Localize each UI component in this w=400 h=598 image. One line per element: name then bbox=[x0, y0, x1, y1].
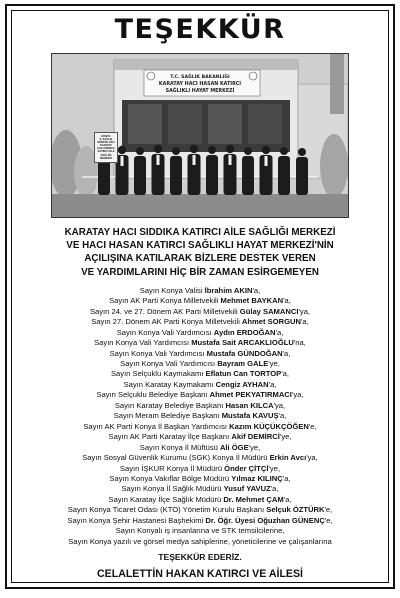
notice-title: TEŞEKKÜR bbox=[114, 14, 286, 45]
thank-you-notice bbox=[5, 4, 395, 589]
recipient-name: Önder ÇİTÇİ bbox=[224, 463, 269, 473]
recipient-line bbox=[7, 349, 393, 359]
recipient-name: Mustafa GÜNDOĞAN bbox=[206, 348, 283, 358]
recipient-suffix: 'a, bbox=[282, 348, 291, 358]
recipient-name: Ali ÖGE bbox=[219, 442, 249, 452]
recipient-line bbox=[7, 495, 393, 505]
recipient-line bbox=[7, 443, 393, 453]
recipient-name: Dr. Öğr. Üyesi Oğuzhan GÜNENÇ bbox=[205, 515, 325, 525]
recipient-line bbox=[7, 411, 393, 421]
recipient-name: Erkin Avcı bbox=[269, 453, 307, 463]
recipient-title: Sayın Sosyal Güvenlik Kurumu (SGK) Konya İl Müdürü bbox=[82, 453, 270, 463]
recipient-line bbox=[7, 286, 393, 296]
recipient-name: Bayram GALE bbox=[217, 358, 269, 368]
headline-line: KARATAY HACI SIDDIKA KATIRCI AİLE SAĞLIĞI MERKEZİ bbox=[64, 227, 336, 238]
recipient-suffix: 'a, bbox=[252, 285, 261, 295]
recipient-suffix: 'ya, bbox=[291, 390, 304, 400]
recipient-suffix: 'a, bbox=[283, 494, 292, 504]
side-sign-line: KONYA bbox=[101, 135, 111, 138]
recipient-suffix: 'ya, bbox=[306, 453, 318, 463]
headline-line: VE YARDIMLARINI HİÇ BİR ZAMAN ESİRGEMEYEN bbox=[81, 266, 319, 278]
recipient-line bbox=[7, 537, 393, 547]
recipient-title: Sayın Konya Vali Yardımcısı bbox=[120, 358, 218, 368]
recipient-title: Sayın Konyalı iş insanlarına ve STK temsilcilerine, bbox=[115, 526, 285, 536]
recipient-name: Mustafa KAVUŞ bbox=[221, 411, 279, 421]
recipient-line bbox=[7, 453, 393, 463]
recipient-line bbox=[7, 526, 393, 536]
recipient-title: Sayın Karatay İlçe Sağlık Müdürü bbox=[108, 494, 224, 504]
recipient-suffix: 'a, bbox=[275, 327, 284, 337]
closing-line: TEŞEKKÜR EDERİZ. bbox=[158, 552, 242, 563]
recipient-suffix: 'ya, bbox=[298, 306, 311, 316]
recipient-name: Ahmet PEKYATIRMACI bbox=[209, 390, 292, 400]
recipient-name: Eflatun Can TORTOP bbox=[205, 369, 282, 379]
recipient-suffix: 'a, bbox=[283, 296, 291, 306]
headline-line: VE HACI HASAN KATIRCI SAĞLIKLI HAYAT MERKEZİ'NİN bbox=[66, 240, 334, 252]
recipient-title: Sayın Konya Vali Yardımcısı bbox=[94, 338, 192, 348]
recipient-name: Ahmet SORGUN bbox=[241, 317, 301, 327]
recipient-name: Mustafa Sait ARCAKLIOĞLU bbox=[191, 338, 294, 348]
recipient-title: Sayın Konya Vali Yardımcısı bbox=[109, 348, 207, 358]
recipient-name: Kazım KÜÇÜKÇÖĞEN bbox=[229, 421, 309, 431]
side-sign-line: KARATAY bbox=[99, 144, 113, 148]
signature: CELALETTİN HAKAN KATIRCI VE AİLESİ bbox=[97, 568, 303, 581]
recipient-line bbox=[7, 317, 393, 327]
recipient-title: Sayın Selçuklu Kaymakamı bbox=[110, 369, 206, 379]
recipient-name: Dr. Mehmet ÇAM bbox=[223, 494, 284, 504]
recipient-title: Sayın Selçuklu Belediye Başkanı bbox=[96, 390, 210, 400]
recipient-title: Sayın AK Parti Karatay İlçe Başkanı bbox=[108, 432, 232, 442]
side-sign-line: HACI SIDDIKA bbox=[97, 147, 115, 151]
side-sign-line: SAĞLIĞI bbox=[100, 153, 112, 157]
recipient-title: Sayın Konya yazılı ve görsel medya sahiplerine, yöneticilerine ve çalışanlarına bbox=[68, 536, 332, 546]
recipient-line bbox=[7, 390, 393, 400]
recipient-suffix: 'e, bbox=[324, 505, 333, 515]
side-sign-line: KATIRCI AİLE bbox=[97, 150, 115, 154]
recipient-name: Akif DEMİRCİ bbox=[231, 432, 280, 442]
recipient-suffix: 'e, bbox=[324, 515, 333, 525]
photo-sign-line: T.C. SAĞLIK BAKANLIĞI bbox=[170, 75, 230, 80]
recipient-line bbox=[7, 338, 393, 348]
recipient-title: Sayın 24. ve 27. Dönem AK Parti Milletvekili bbox=[89, 306, 240, 316]
recipient-name: Yusuf YAVUZ bbox=[223, 484, 271, 494]
recipient-title: Sayın Konya İl Müftüsü bbox=[139, 442, 220, 452]
recipient-title: Sayın Karatay Kaymakamı bbox=[123, 379, 216, 389]
recipient-list bbox=[7, 286, 393, 547]
recipient-line bbox=[7, 422, 393, 432]
recipient-name: Mehmet BAYKAN bbox=[220, 296, 284, 306]
recipient-suffix: 'ya, bbox=[273, 400, 286, 410]
recipient-line bbox=[7, 484, 393, 494]
recipient-title: Sayın İŞKUR Konya İl Müdürü bbox=[119, 463, 225, 473]
recipient-suffix: 'a, bbox=[278, 411, 287, 421]
recipient-name: Aydın ERDOĞAN bbox=[213, 327, 276, 337]
opening-ceremony-photo bbox=[51, 53, 349, 218]
recipient-name: İbrahim AKIN bbox=[204, 285, 253, 295]
headline bbox=[7, 226, 393, 279]
headline-line: AÇILIŞINA KATILARAK BİZLERE DESTEK VEREN bbox=[84, 253, 316, 265]
recipient-suffix: 'ye, bbox=[268, 463, 281, 473]
recipient-name: Selçuk ÖZTÜRK bbox=[266, 505, 325, 515]
recipient-line bbox=[7, 474, 393, 484]
side-sign-line: İL SAĞLIK bbox=[99, 138, 113, 142]
recipient-line bbox=[7, 307, 393, 317]
recipient-name: Hasan KILCA bbox=[225, 400, 274, 410]
recipient-name: Cengiz AYHAN bbox=[215, 379, 269, 389]
photo-side-sign bbox=[94, 132, 118, 163]
recipient-suffix: 'a, bbox=[268, 379, 277, 389]
recipient-line bbox=[7, 369, 393, 379]
recipient-name: Gülay SAMANCI bbox=[239, 306, 299, 316]
recipient-title: Sayın Konya Valisi bbox=[139, 285, 205, 295]
recipient-name: Yılmaz KILINÇ bbox=[231, 473, 283, 483]
recipient-title: Sayın Konya Vakıflar Bölge Müdürü bbox=[109, 473, 232, 483]
recipient-title: Sayın AK Parti Konya İl Başkan Yardımcısı bbox=[83, 421, 230, 431]
recipient-line bbox=[7, 516, 393, 526]
recipient-title: Sayın Meram Belediye Başkanı bbox=[113, 411, 222, 421]
recipient-suffix: 'a, bbox=[270, 484, 279, 494]
recipient-suffix: 'a, bbox=[281, 369, 289, 379]
side-sign-line: MERKEZİ bbox=[100, 156, 112, 160]
recipient-suffix: 'a, bbox=[282, 473, 291, 483]
recipient-title: Sayın Konya Şehir Hastanesi Başhekimi bbox=[67, 515, 206, 525]
recipient-line bbox=[7, 464, 393, 474]
recipient-line bbox=[7, 328, 393, 338]
side-sign-line: MÜDÜRLÜĞÜ bbox=[97, 141, 115, 145]
recipient-suffix: 'ye, bbox=[248, 442, 261, 452]
recipient-line bbox=[7, 505, 393, 515]
recipient-suffix: 'a, bbox=[300, 317, 309, 327]
photo-sign-line: KARATAY HACI HASAN KATIRCI bbox=[158, 82, 242, 87]
recipient-title: Sayın Konya Ticaret Odası (KTO) Yönetim Kurulu Başkanı bbox=[67, 505, 267, 515]
recipient-suffix: 'na, bbox=[293, 338, 306, 348]
recipient-title: Sayın Konya İl Sağlık Müdürü bbox=[121, 484, 224, 494]
recipient-suffix: 'e, bbox=[308, 421, 317, 431]
recipient-line bbox=[7, 401, 393, 411]
photo-sign-line: SAĞLIKLI HAYAT MERKEZİ bbox=[165, 89, 235, 94]
recipient-suffix: 'ye, bbox=[268, 358, 280, 368]
recipient-title: Sayın 27. Dönem AK Parti Konya Milletvekili bbox=[91, 317, 242, 327]
recipient-line bbox=[7, 296, 393, 306]
recipient-title: Sayın Konya Vali Yardımcısı bbox=[116, 327, 214, 337]
recipient-line bbox=[7, 432, 393, 442]
recipient-title: Sayın AK Parti Konya Milletvekili bbox=[109, 296, 221, 306]
recipient-line bbox=[7, 380, 393, 390]
recipient-title: Sayın Karatay Belediye Başkanı bbox=[114, 400, 226, 410]
recipient-line bbox=[7, 359, 393, 369]
recipient-suffix: 'ye, bbox=[279, 432, 292, 442]
